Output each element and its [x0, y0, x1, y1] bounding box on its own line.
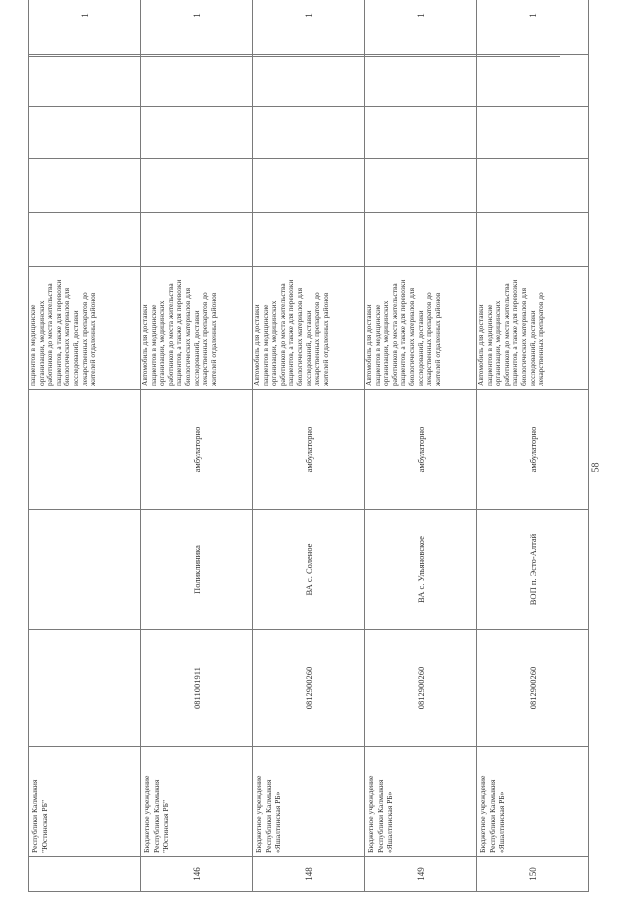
org-code: 0811001911 [141, 630, 253, 747]
vehicle-description [253, 267, 365, 390]
empty-cell [253, 159, 365, 213]
empty-cell [253, 107, 365, 159]
empty-cell [477, 107, 589, 159]
table-row [253, 0, 365, 892]
unit-name: ВА с. Соленое [253, 510, 365, 630]
row-number: 150 [477, 857, 589, 892]
org-code: 0812900260 [253, 630, 365, 747]
empty-cell [365, 213, 477, 267]
vehicle-count: 1 [29, 0, 141, 55]
vehicle-description [141, 267, 253, 390]
unit-name [29, 510, 141, 630]
organization-name: Бюджетное учреждение Республики Калмыкия "Юстинская РБ" [141, 747, 253, 857]
org-code: 0812900260 [365, 630, 477, 747]
row-number: 149 [365, 857, 477, 892]
table-row [29, 0, 141, 892]
empty-cell [365, 159, 477, 213]
vehicle-description-text: Автомобиль для доставки пациентов в медицинские организации, медицинских работников до места жительства пациентов, а также для перевозки биологических материалов для исследований, доставки лекарственных препаратов до [476, 279, 546, 386]
empty-cell [29, 159, 141, 213]
vehicle-table [28, 0, 589, 892]
vehicle-description [365, 267, 477, 390]
row-number: 148 [253, 857, 365, 892]
care-condition [29, 390, 141, 510]
row-number: 146 [141, 857, 253, 892]
table-row [141, 0, 253, 892]
vehicle-description [477, 267, 589, 390]
empty-cell [141, 213, 253, 267]
empty-cell [477, 55, 589, 107]
table-row [365, 0, 477, 892]
empty-cell [477, 213, 589, 267]
vehicle-description-text: пациентов в медицинские организации, медицинских работников до места жительства пациентов, а также для перевозки биологических материалов для исследований, доставки лекарственных препаратов до жителей отдаленных районов [28, 279, 98, 386]
care-condition: амбулаторно [365, 390, 477, 510]
row-number [29, 857, 141, 892]
organization-name: Бюджетное учреждение Республики Калмыкия «Яшалтинская РБ» [365, 747, 477, 857]
care-condition: амбулаторно [253, 390, 365, 510]
unit-name: ВОП п. Эсто-Алтай [477, 510, 589, 630]
care-condition: амбулаторно [477, 390, 589, 510]
org-code: 0812900260 [477, 630, 589, 747]
vehicle-count: 1 [141, 0, 253, 55]
vehicle-description-text: Автомобиль для доставки пациентов в медицинские организации, медицинских работников до места жительства пациентов, а также для перевозки биологических материалов для исследований, доставки лекарственных препаратов до жителей отдаленных районов [252, 279, 330, 386]
unit-name: ВА с. Ульяновское [365, 510, 477, 630]
empty-cell [141, 159, 253, 213]
organization-name: Бюджетное учреждение Республики Калмыкия «Яшалтинская РБ» [253, 747, 365, 857]
rotated-table-wrapper [28, 13, 560, 892]
empty-cell [365, 55, 477, 107]
empty-cell [477, 159, 589, 213]
empty-cell [29, 107, 141, 159]
vehicle-description-text: Автомобиль для доставки пациентов в медицинские организации, медицинских работников до места жительства пациентов, а также для перевозки биологических материалов для исследований, доставки лекарственных препаратов до жителей отдаленных районов [140, 279, 218, 386]
vehicle-count: 1 [253, 0, 365, 55]
organization-name: Республики Калмыкия "Юстинская РБ" [29, 747, 141, 857]
vehicle-description [29, 267, 141, 390]
vehicle-count: 1 [365, 0, 477, 55]
care-condition: амбулаторно [141, 390, 253, 510]
table-row [477, 0, 589, 892]
vehicle-count: 1 [477, 0, 589, 55]
organization-name: Бюджетное учреждение Республики Калмыкия «Яшалтинская РБ» [477, 747, 589, 857]
empty-cell [253, 55, 365, 107]
empty-cell [141, 107, 253, 159]
empty-cell [253, 213, 365, 267]
page-number: 58 [590, 462, 602, 473]
table-body [29, 0, 589, 892]
vehicle-description-text: Автомобиль для доставки пациентов в медицинские организации, медицинских работников до места жительства пациентов, а также для перевозки биологических материалов для исследований, доставки лекарственных препаратов до жителей отдаленных районов [364, 279, 442, 386]
empty-cell [29, 55, 141, 107]
empty-cell [365, 107, 477, 159]
empty-cell [141, 55, 253, 107]
unit-name: Поликлиника [141, 510, 253, 630]
org-code [29, 630, 141, 747]
empty-cell [29, 213, 141, 267]
